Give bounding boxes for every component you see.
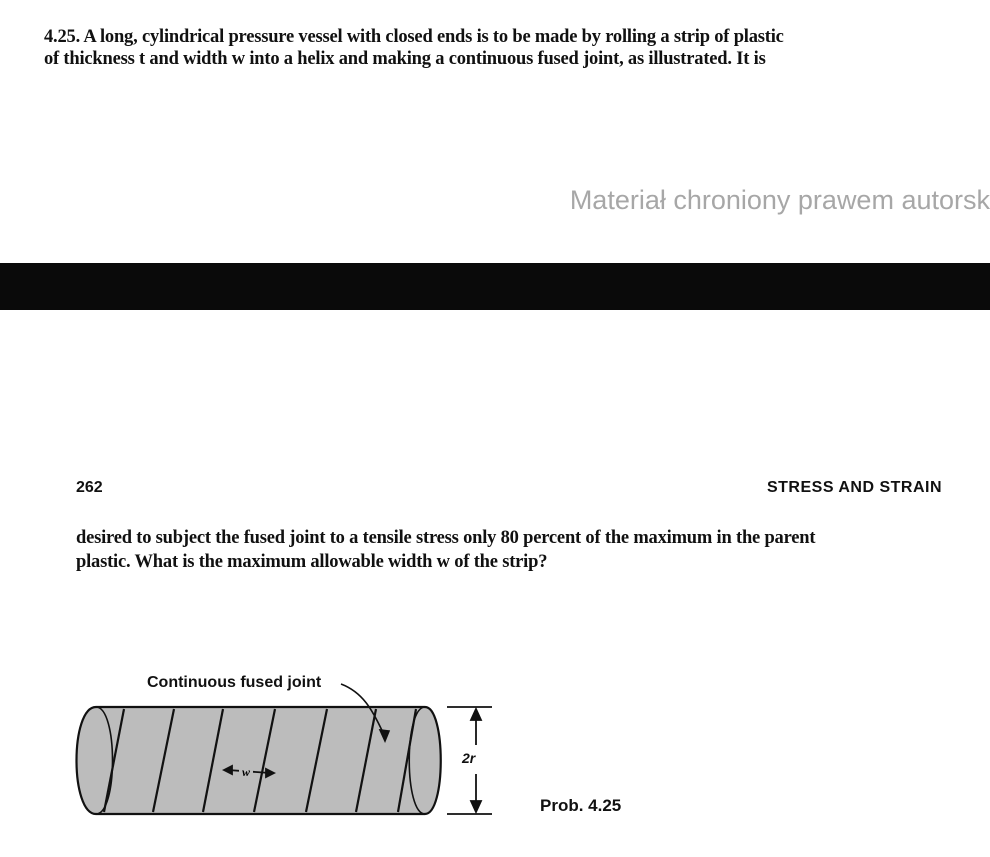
page-number: 262 [76,479,103,496]
continuation-line-1: desired to subject the fused joint to a tensile stress only 80 percent of the maximum in the parent [76,528,816,548]
figure-caption: Prob. 4.25 [540,796,622,815]
width-w-label: w [241,765,251,779]
continuation-line-2: plastic. What is the maximum allowable width w of the strip? [76,552,548,572]
problem-statement-line-2: of thickness t and width w into a helix and making a continuous fused joint, as illustrated. It is [44,49,766,69]
running-head: STRESS AND STRAIN [766,479,942,496]
cylinder-body [77,707,441,814]
problem-statement-line-1: 4.25. A long, cylindrical pressure vessel with closed ends is to be made by rolling a strip of plastic [44,27,784,47]
diameter-2r-label: 2r [462,750,476,766]
fused-joint-label: Continuous fused joint [147,674,322,691]
copyright-watermark: Materiał chroniony prawem autorsk [569,185,990,215]
